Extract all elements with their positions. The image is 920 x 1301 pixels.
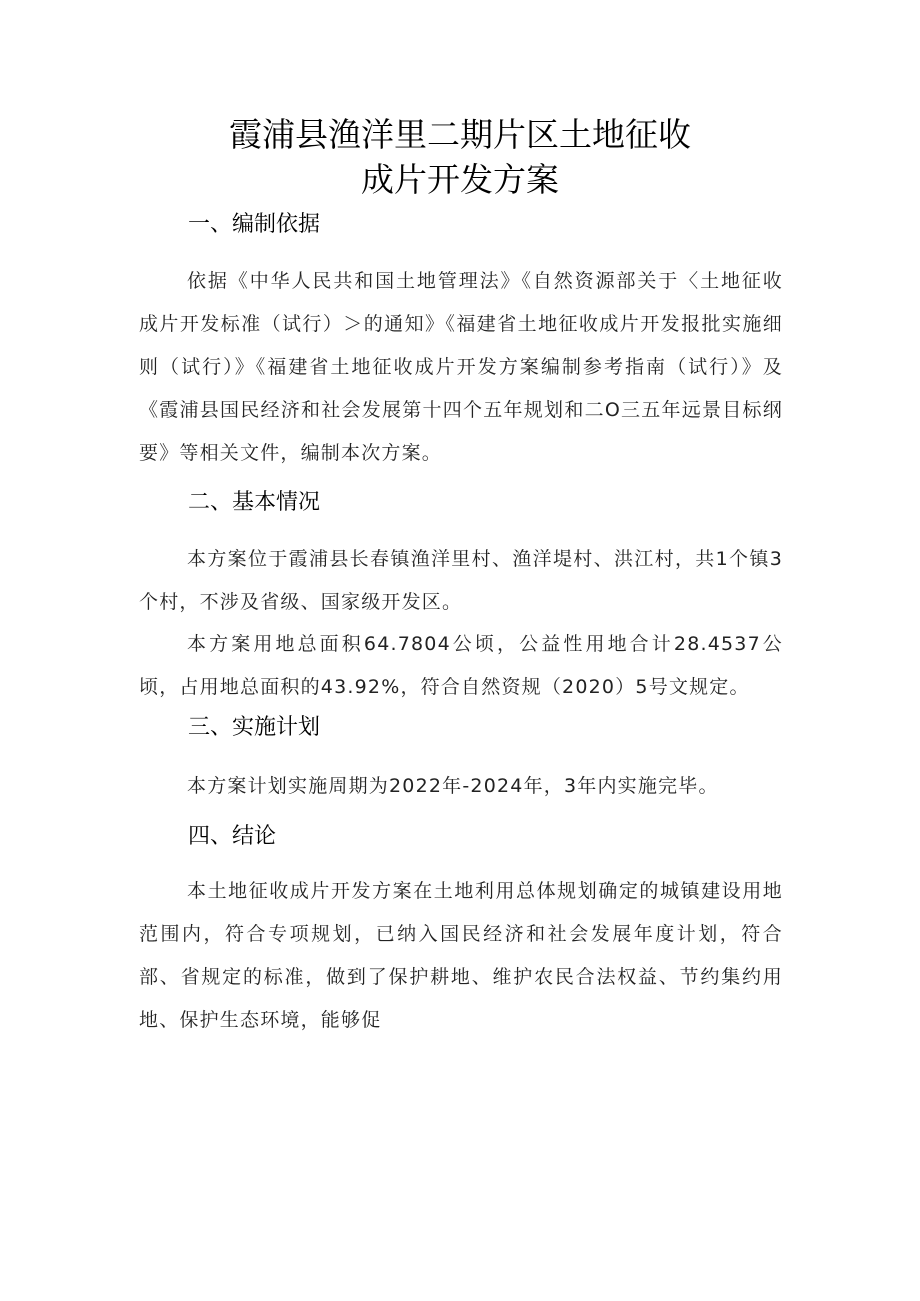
section-heading-basis: 一、编制依据 — [188, 212, 321, 237]
section-paragraph-plan: 本方案计划实施周期为2022年-2024年，3年内实施完毕。 — [187, 775, 719, 797]
section-heading-conclusion: 四、结论 — [188, 824, 277, 849]
document-title-line-2: 成片开发方案 — [361, 160, 559, 199]
section-paragraph-basis: 依据《中华人民共和国土地管理法》《自然资源部关于〈土地征收成片开发标准（试行）＞的通知》《福建省土地征收成片开发报批实施细则（试行）》《福建省土地征收成片开发方案编制参考指南（试行）》及《霞浦县国民经济和社会发展第十四个五年规划和二O三五年远景目标纲要》等相关文件，编制本次方案。 — [139, 270, 783, 464]
section-heading-plan: 三、实施计划 — [188, 715, 321, 740]
document-title-line-1: 霞浦县渔洋里二期片区土地征收 — [229, 115, 691, 154]
section-paragraph-location: 本方案位于霞浦县长春镇渔洋里村、渔洋堤村、洪江村，共1个镇3个村，不涉及省级、国家级开发区。 — [139, 548, 783, 613]
section-paragraph-area: 本方案用地总面积64.7804公顷，公益性用地合计28.4537公顷，占用地总面积的43.92%，符合自然资规（2020）5号文规定。 — [139, 633, 783, 698]
section-heading-basic-info: 二、基本情况 — [188, 490, 321, 515]
section-paragraph-conclusion: 本土地征收成片开发方案在土地利用总体规划确定的城镇建设用地范围内，符合专项规划，已纳入国民经济和社会发展年度计划，符合部、省规定的标准，做到了保护耕地、维护农民合法权益、节约集约用地、保护生态环境，能够促 — [139, 880, 783, 1031]
